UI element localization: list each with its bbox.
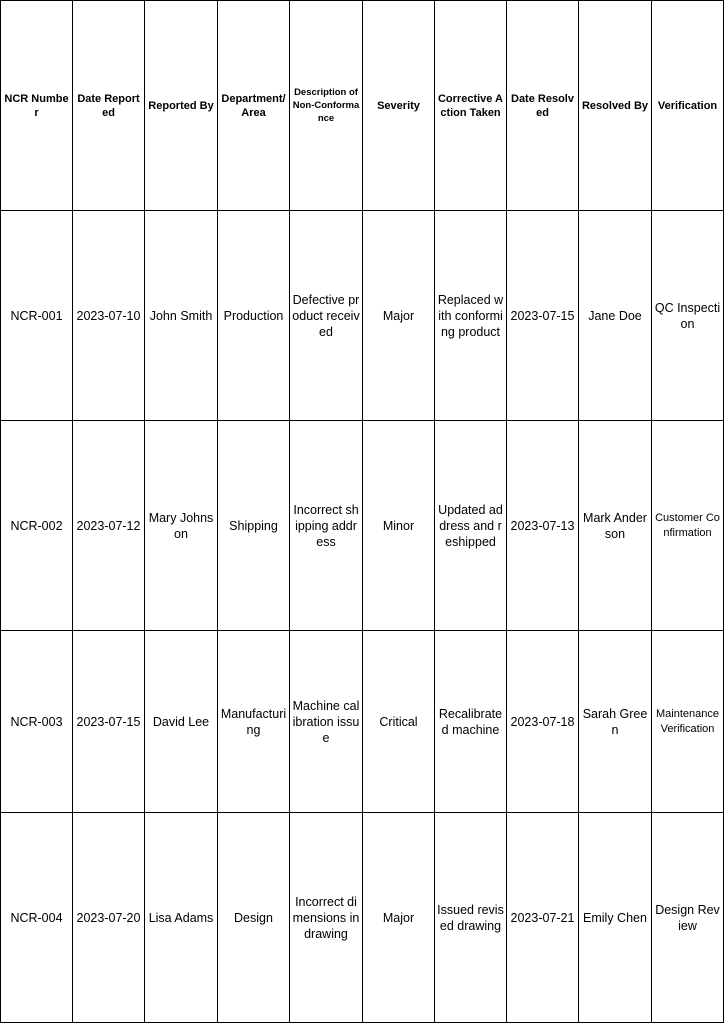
cell-reported-by: John Smith: [145, 211, 218, 421]
cell-date-resolved: 2023-07-21: [507, 813, 579, 1023]
cell-severity: Minor: [363, 421, 435, 631]
cell-reported-by: Lisa Adams: [145, 813, 218, 1023]
cell-severity: Major: [363, 211, 435, 421]
cell-date-resolved: 2023-07-15: [507, 211, 579, 421]
table-row: [1, 421, 724, 631]
header-date-resolved: Date Resolved: [507, 1, 579, 211]
cell-ncr-number: NCR-002: [1, 421, 73, 631]
cell-corrective-action: Updated address and reshipped: [435, 421, 507, 631]
cell-ncr-number: NCR-004: [1, 813, 73, 1023]
table-row: [1, 211, 724, 421]
cell-severity: Critical: [363, 631, 435, 813]
cell-resolved-by: Emily Chen: [579, 813, 652, 1023]
cell-date-reported: 2023-07-12: [73, 421, 145, 631]
header-severity: Severity: [363, 1, 435, 211]
cell-ncr-number: NCR-003: [1, 631, 73, 813]
cell-department: Shipping: [218, 421, 290, 631]
table-row: [1, 631, 724, 813]
cell-verification: Customer Confirmation: [652, 421, 724, 631]
cell-resolved-by: Mark Anderson: [579, 421, 652, 631]
cell-corrective-action: Issued revised drawing: [435, 813, 507, 1023]
cell-department: Design: [218, 813, 290, 1023]
cell-description: Incorrect dimensions in drawing: [290, 813, 363, 1023]
cell-department: Production: [218, 211, 290, 421]
header-department: Department/ Area: [218, 1, 290, 211]
cell-corrective-action: Replaced with conforming product: [435, 211, 507, 421]
cell-date-reported: 2023-07-15: [73, 631, 145, 813]
cell-verification: Design Review: [652, 813, 724, 1023]
cell-verification: Maintenance Verification: [652, 631, 724, 813]
cell-description: Machine calibration issue: [290, 631, 363, 813]
cell-department: Manufacturing: [218, 631, 290, 813]
cell-severity: Major: [363, 813, 435, 1023]
table-row: [1, 813, 724, 1023]
table-header-row: [1, 1, 724, 211]
header-description: Description of Non-Conformance: [290, 1, 363, 211]
cell-ncr-number: NCR-001: [1, 211, 73, 421]
cell-date-reported: 2023-07-20: [73, 813, 145, 1023]
cell-corrective-action: Recalibrated machine: [435, 631, 507, 813]
header-verification: Verification: [652, 1, 724, 211]
cell-date-resolved: 2023-07-13: [507, 421, 579, 631]
cell-description: Incorrect shipping address: [290, 421, 363, 631]
header-reported-by: Reported By: [145, 1, 218, 211]
cell-reported-by: Mary Johnson: [145, 421, 218, 631]
cell-date-reported: 2023-07-10: [73, 211, 145, 421]
cell-date-resolved: 2023-07-18: [507, 631, 579, 813]
cell-reported-by: David Lee: [145, 631, 218, 813]
cell-verification: QC Inspection: [652, 211, 724, 421]
header-ncr-number: NCR Number: [1, 1, 73, 211]
cell-description: Defective product received: [290, 211, 363, 421]
cell-resolved-by: Sarah Green: [579, 631, 652, 813]
header-resolved-by: Resolved By: [579, 1, 652, 211]
header-corrective-action: Corrective Action Taken: [435, 1, 507, 211]
header-date-reported: Date Reported: [73, 1, 145, 211]
cell-resolved-by: Jane Doe: [579, 211, 652, 421]
